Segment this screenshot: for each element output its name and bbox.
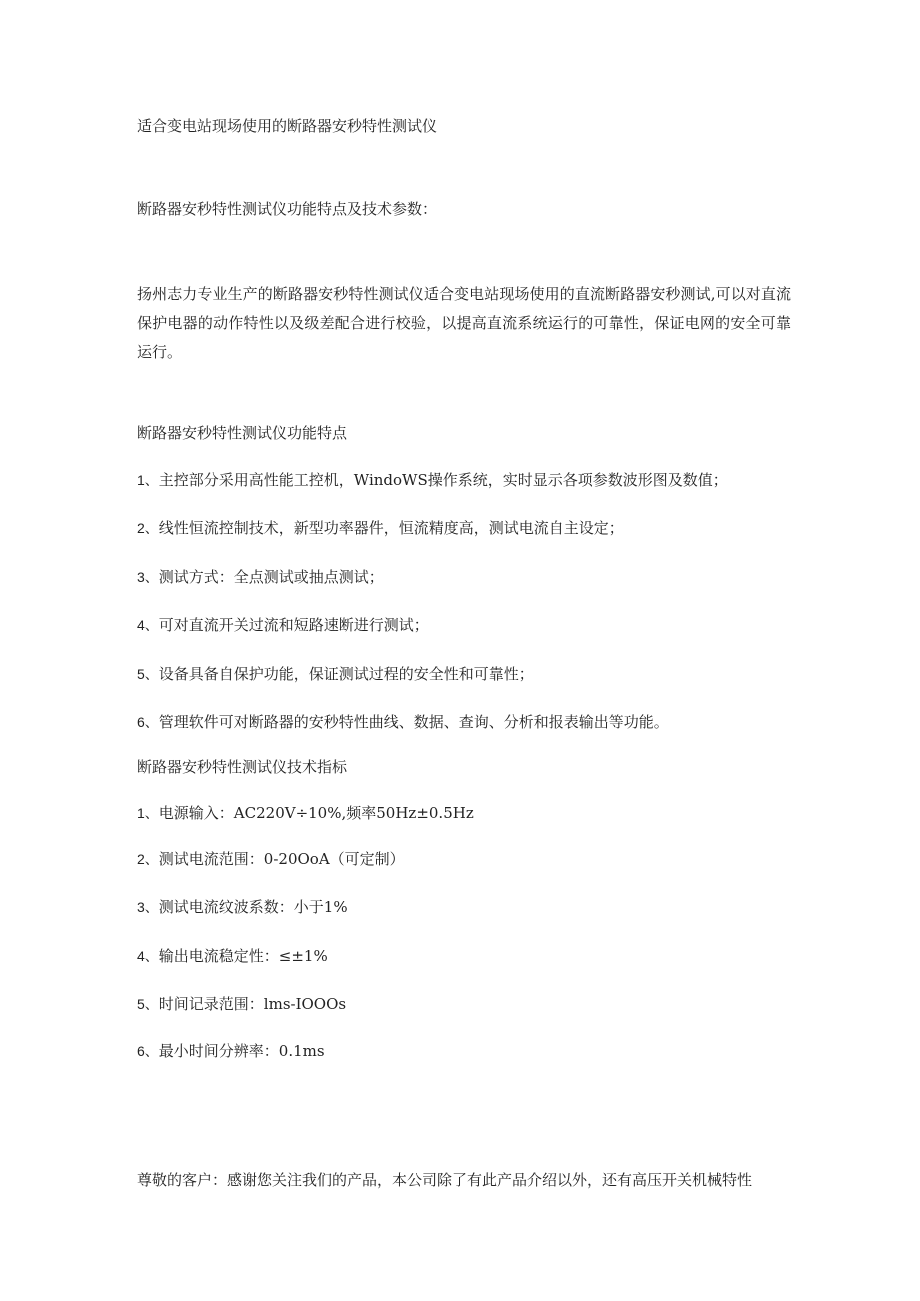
document-title: 适合变电站现场使用的断路器安秒特性测试仪 [137, 117, 438, 135]
spec-item-number: 1、 [137, 805, 159, 821]
feature-item-number: 2、 [137, 520, 159, 536]
spec-item-number: 5、 [137, 996, 159, 1012]
features-heading: 断路器安秒特性测试仪功能特点 [137, 424, 348, 442]
feature-item-text: 主控部分采用高性能工控机，WindoWS操作系统，实时显示各项参数波形图及数值； [158, 471, 728, 489]
feature-item-3 [137, 567, 384, 587]
feature-item-6 [137, 712, 669, 732]
feature-item-5 [137, 664, 534, 684]
feature-item-text: 可对直流开关过流和短路速断进行测试； [158, 616, 429, 634]
feature-item-4 [137, 615, 429, 635]
spec-item-2 [137, 849, 405, 869]
spec-item-number: 4、 [137, 948, 159, 964]
feature-item-text: 设备具备自保护功能，保证测试过程的安全性和可靠性； [158, 665, 534, 683]
section-subtitle: 断路器安秒特性测试仪功能特点及技术参数： [137, 200, 438, 218]
feature-item-number: 5、 [137, 666, 159, 682]
feature-item-text: 管理软件可对断路器的安秒特性曲线、数据、查询、分析和报表输出等功能。 [158, 713, 669, 731]
spec-item-text: 测试电流范围：0-20OoA（可定制） [158, 850, 405, 868]
feature-item-number: 3、 [137, 569, 159, 585]
feature-item-number: 4、 [137, 617, 159, 633]
spec-item-6 [137, 1041, 325, 1061]
spec-item-number: 6、 [137, 1043, 159, 1059]
feature-item-2 [137, 518, 624, 538]
spec-item-3 [137, 897, 348, 917]
spec-item-5 [137, 994, 346, 1014]
feature-item-1 [137, 470, 728, 490]
spec-item-number: 3、 [137, 899, 159, 915]
spec-item-1 [137, 803, 474, 823]
specs-heading: 断路器安秒特性测试仪技术指标 [137, 758, 348, 776]
intro-paragraph: 扬州志力专业生产的断路器安秒特性测试仪适合变电站现场使用的直流断路器安秒测试,可以对直流保护电器的动作特性以及级差配合进行校验，以提高直流系统运行的可靠性，保证电网的安全可靠运行。 [137, 285, 791, 361]
closing-paragraph: 尊敬的客户：感谢您关注我们的产品，本公司除了有此产品介绍以外，还有高压开关机械特性 [137, 1171, 753, 1189]
spec-item-text: 时间记录范围：lms-IOOOs [158, 995, 347, 1013]
spec-item-text: 测试电流纹波系数：小于1% [158, 898, 348, 916]
feature-item-text: 线性恒流控制技术，新型功率器件，恒流精度高，测试电流自主设定； [158, 519, 624, 537]
spec-item-4 [137, 946, 328, 966]
spec-item-text: 电源输入：AC220V÷10%,频率50Hz±0.5Hz [158, 804, 474, 822]
spec-item-text: 最小时间分辨率：0.1ms [158, 1042, 325, 1060]
feature-item-number: 1、 [137, 472, 159, 488]
spec-item-text: 输出电流稳定性：≤±1% [158, 947, 328, 965]
spec-item-number: 2、 [137, 851, 159, 867]
feature-item-text: 测试方式：全点测试或抽点测试； [158, 568, 384, 586]
feature-item-number: 6、 [137, 714, 159, 730]
